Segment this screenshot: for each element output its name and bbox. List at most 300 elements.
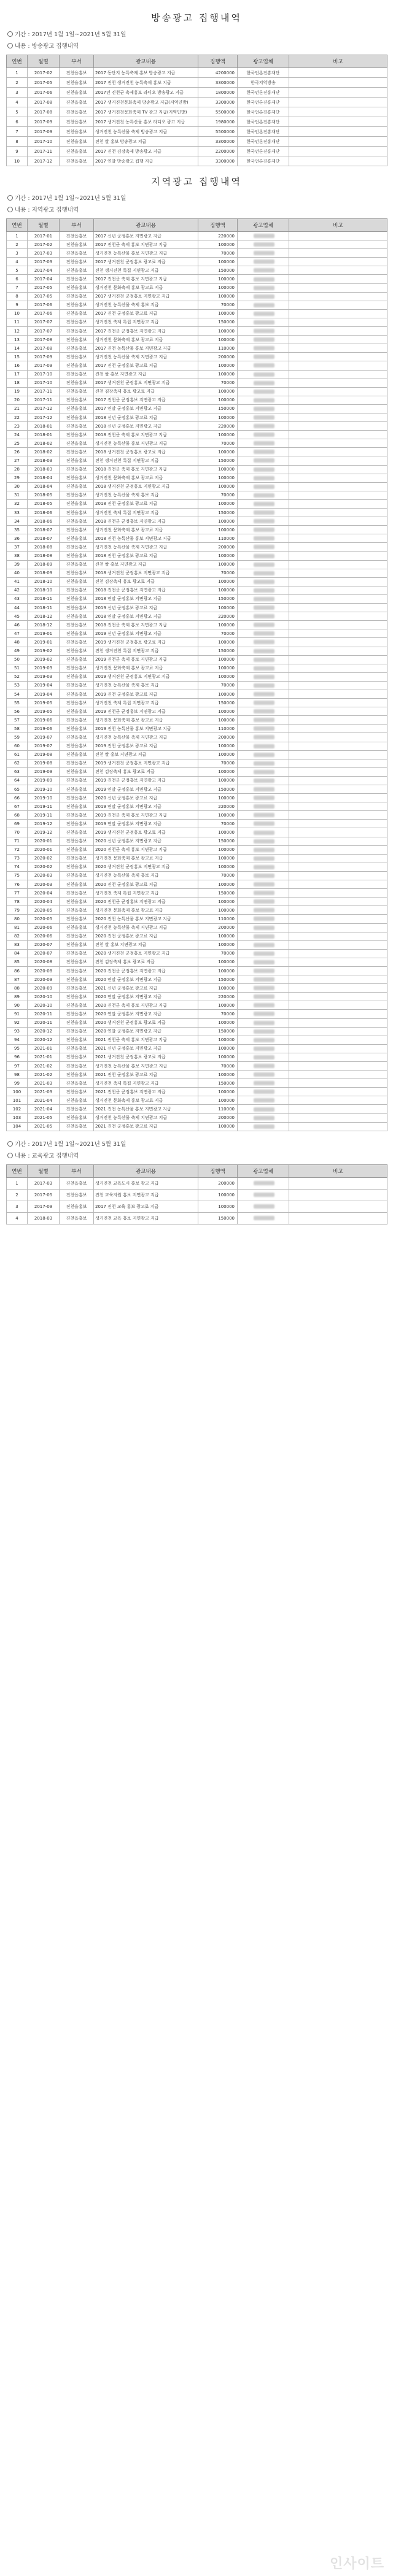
redacted-vendor [254, 926, 274, 930]
table-cell: 87 [7, 975, 28, 984]
table-cell: 100000 [198, 966, 238, 975]
broadcast-content-text: 내용 : 방송광고 집행내역 [15, 43, 79, 50]
table-cell [238, 604, 289, 612]
table-row [7, 932, 387, 940]
table-cell: 2019 생거진천 군정홍보 지면광고 지급 [94, 759, 198, 767]
table-cell [238, 923, 289, 932]
table-cell: 진천읍홍보 [60, 1088, 94, 1096]
table-cell [289, 465, 387, 474]
table-cell: 진천읍홍보 [60, 811, 94, 820]
table-cell: 2018 진천 농특산물 홍보 지면광고 지급 [94, 534, 198, 543]
table-row [7, 336, 387, 344]
table-cell [289, 404, 387, 413]
table-cell [289, 1027, 387, 1036]
table-cell: 89 [7, 993, 28, 1001]
redacted-vendor [254, 346, 274, 350]
table-row [7, 742, 387, 750]
table-cell: 2017 진천군 축제 홍보 지면광고 지급 [94, 275, 198, 283]
table-cell [289, 889, 387, 898]
table-cell: 100000 [198, 552, 238, 560]
table-cell: 98 [7, 1071, 28, 1079]
table-cell: 생거진천 문화축제 홍보 광고료 지급 [94, 1096, 198, 1105]
table-cell [238, 1122, 289, 1131]
table-cell: 2019 생거진천 군정홍보 지면광고 지급 [94, 672, 198, 681]
table-cell [238, 837, 289, 845]
table-cell: 2017 생거진천문화축제 TV 광고 지급(지역민방) [94, 107, 198, 117]
table-cell: 생거진천 축제 특집 지면광고 지급 [94, 699, 198, 707]
table-cell: 69 [7, 820, 28, 828]
table-cell: 100000 [198, 258, 238, 266]
table-cell: 56 [7, 707, 28, 716]
column-header: 광고내용 [94, 55, 198, 68]
table-cell: 진천읍홍보 [60, 742, 94, 750]
table-cell: 진천읍홍보 [60, 993, 94, 1001]
table-cell: 생거진천 농특산물 홍보 지면광고 지급 [94, 439, 198, 448]
table-cell: 84 [7, 949, 28, 958]
table-cell: 진천읍홍보 [60, 828, 94, 837]
table-cell: 2020 연말 군정홍보 지면광고 지급 [94, 993, 198, 1001]
table-cell: 2019-03 [28, 664, 60, 672]
redacted-vendor [254, 528, 274, 532]
table-cell: 진천 생거진천 특집 지면광고 지급 [94, 266, 198, 275]
table-cell [289, 586, 387, 594]
table-cell: 생거진천 문화축제 홍보 광고료 지급 [94, 664, 198, 672]
table-cell: 2019-05 [28, 699, 60, 707]
bullet-icon [7, 1141, 13, 1147]
table-cell: 진천읍홍보 [60, 898, 94, 906]
table-cell: 2021-02 [28, 1062, 60, 1071]
table-cell: 100000 [198, 431, 238, 439]
table-cell [238, 552, 289, 560]
table-cell: 100000 [198, 240, 238, 249]
table-cell [238, 413, 289, 421]
table-cell: 20 [7, 396, 28, 404]
table-cell: 43 [7, 594, 28, 603]
table-cell: 27 [7, 456, 28, 465]
table-cell: 2020 신년 군정홍보 지면광고 지급 [94, 837, 198, 845]
table-cell: 70000 [198, 569, 238, 577]
table-row [7, 655, 387, 664]
table-cell: 100000 [198, 811, 238, 820]
table-cell: 2020 연말 군정홍보 지면광고 지급 [94, 975, 198, 984]
table-cell: 진천읍홍보 [60, 107, 94, 117]
table-cell: 2018-10 [28, 586, 60, 594]
table-cell: 72 [7, 845, 28, 854]
table-cell: 진천읍홍보 [60, 629, 94, 638]
table-cell: 2018 진천 군정홍보 광고료 지급 [94, 499, 198, 508]
table-cell [238, 232, 289, 240]
table-row [7, 880, 387, 889]
table-cell: 14 [7, 344, 28, 353]
table-cell: 100 [7, 1088, 28, 1096]
table-cell: 2019-02 [28, 655, 60, 664]
table-cell: 2021 진천 군정홍보 광고료 지급 [94, 1122, 198, 1131]
table-row [7, 275, 387, 283]
table-cell: 진천읍홍보 [60, 68, 94, 78]
education-content-text: 내용 : 교육광고 집행내역 [15, 1152, 79, 1159]
table-cell: 78 [7, 898, 28, 906]
redacted-vendor [254, 390, 274, 394]
table-cell: 2017-06 [28, 301, 60, 309]
table-row [7, 638, 387, 647]
redacted-vendor [254, 666, 274, 671]
table-cell: 2018-11 [28, 604, 60, 612]
table-cell [238, 569, 289, 577]
redacted-vendor [254, 1125, 274, 1129]
table-row [7, 137, 387, 147]
table-cell: 진천읍홍보 [60, 837, 94, 845]
table-cell: 7 [7, 127, 28, 137]
table-cell [238, 966, 289, 975]
table-cell: 2017-08 [28, 336, 60, 344]
table-cell: 70000 [198, 491, 238, 499]
table-cell: 진천읍홍보 [60, 569, 94, 577]
table-row [7, 750, 387, 759]
table-cell [289, 88, 387, 98]
table-cell [289, 681, 387, 690]
table-cell: 진천읍홍보 [60, 690, 94, 698]
column-header: 광고내용 [94, 219, 198, 232]
table-cell [238, 1018, 289, 1027]
table-cell [289, 1053, 387, 1061]
table-cell: 2020-10 [28, 1001, 60, 1010]
table-cell: 생거진천 문화축제 홍보 광고료 지급 [94, 526, 198, 534]
table-cell: 99 [7, 1079, 28, 1088]
table-cell: 55 [7, 699, 28, 707]
table-cell: 70000 [198, 439, 238, 448]
table-cell: 100000 [198, 940, 238, 949]
table-cell: 100000 [198, 638, 238, 647]
column-header: 월별 [28, 55, 60, 68]
table-cell: 진천읍홍보 [60, 117, 94, 127]
table-cell: 진천 김장축제 홍보 광고료 지급 [94, 577, 198, 586]
table-cell [238, 1001, 289, 1010]
table-cell: 진천읍홍보 [60, 499, 94, 508]
redacted-vendor [254, 934, 274, 939]
table-row [7, 681, 387, 690]
table-cell: 진천읍홍보 [60, 984, 94, 993]
table-cell: 67 [7, 802, 28, 811]
table-cell [238, 785, 289, 794]
redacted-vendor [254, 908, 274, 912]
table-cell: 진천읍홍보 [60, 975, 94, 984]
table-cell: 70000 [198, 379, 238, 387]
redacted-vendor [254, 839, 274, 844]
table-cell: 진천읍홍보 [60, 1212, 94, 1224]
table-cell [238, 577, 289, 586]
redacted-vendor [254, 337, 274, 342]
table-cell: 2020 진천 군정홍보 광고료 지급 [94, 932, 198, 940]
redacted-vendor [254, 536, 274, 540]
table-row [7, 725, 387, 733]
column-header: 월별 [28, 1164, 60, 1177]
table-cell [289, 1105, 387, 1113]
table-cell [289, 906, 387, 915]
table-cell [289, 439, 387, 448]
table-cell: 진천읍홍보 [60, 379, 94, 387]
table-row [7, 240, 387, 249]
redacted-vendor [254, 969, 274, 973]
table-cell: 47 [7, 629, 28, 638]
table-cell [238, 240, 289, 249]
table-cell [289, 776, 387, 785]
table-cell: 100000 [198, 707, 238, 716]
table-cell: 진천읍홍보 [60, 147, 94, 156]
column-header: 집행액 [198, 219, 238, 232]
redacted-vendor [254, 407, 274, 411]
table-cell: 1 [7, 1177, 28, 1189]
table-cell: 100000 [198, 854, 238, 863]
table-row [7, 1071, 387, 1079]
table-cell [238, 431, 289, 439]
table-cell [238, 767, 289, 776]
table-cell: 진천읍홍보 [60, 1079, 94, 1088]
table-cell: 진천읍홍보 [60, 292, 94, 301]
table-cell: 100000 [198, 906, 238, 915]
table-row [7, 690, 387, 698]
table-cell [289, 249, 387, 258]
table-cell [289, 629, 387, 638]
table-cell: 2017-11 [28, 387, 60, 396]
table-cell: 진천읍홍보 [60, 863, 94, 871]
redacted-vendor [254, 891, 274, 895]
table-cell [289, 370, 387, 379]
table-row [7, 785, 387, 794]
table-row [7, 1189, 387, 1201]
table-cell [238, 672, 289, 681]
redacted-vendor [254, 502, 274, 506]
table-cell: 100000 [198, 1001, 238, 1010]
table-cell [289, 750, 387, 759]
table-cell: 진천읍홍보 [60, 258, 94, 266]
bullet-icon [7, 43, 13, 48]
table-cell [289, 1088, 387, 1096]
table-cell: 3 [7, 1201, 28, 1212]
table-cell: 진천읍홍보 [60, 552, 94, 560]
table-cell: 생거진천 축제 특집 지면광고 지급 [94, 509, 198, 517]
table-row [7, 759, 387, 767]
table-cell [289, 742, 387, 750]
table-cell: 2019 생거진천 군정홍보 광고료 지급 [94, 828, 198, 837]
table-cell [238, 370, 289, 379]
table-cell: 2018-05 [28, 491, 60, 499]
table-cell [289, 456, 387, 465]
table-cell: 3300000 [198, 137, 238, 147]
table-cell [238, 984, 289, 993]
table-cell [289, 509, 387, 517]
table-cell [289, 379, 387, 387]
table-cell: 진천읍홍보 [60, 1062, 94, 1071]
table-cell: 2018-03 [28, 465, 60, 474]
table-cell [289, 232, 387, 240]
table-cell: 100000 [198, 275, 238, 283]
table-cell: 2018-12 [28, 612, 60, 621]
table-cell: 2018 진천군 축제 홍보 지면광고 지급 [94, 465, 198, 474]
table-cell: 51 [7, 664, 28, 672]
table-cell: 2020-11 [28, 1018, 60, 1027]
table-cell: 57 [7, 716, 28, 725]
table-cell: 5 [7, 107, 28, 117]
table-cell: 진천읍홍보 [60, 1096, 94, 1105]
table-cell: 진천읍홍보 [60, 88, 94, 98]
table-cell: 2017-06 [28, 88, 60, 98]
table-row [7, 499, 387, 508]
table-cell [289, 137, 387, 147]
table-cell: 2021 진천군 축제 홍보 지면광고 지급 [94, 1036, 198, 1044]
table-cell [289, 1096, 387, 1105]
table-row [7, 258, 387, 266]
table-cell [238, 353, 289, 361]
table-cell: 100000 [198, 898, 238, 906]
table-cell: 1980000 [198, 117, 238, 127]
table-cell [238, 915, 289, 923]
broadcast-title: 방송광고 집행내역 [151, 12, 242, 23]
table-cell: 진천읍홍보 [60, 534, 94, 543]
table-cell: 64 [7, 776, 28, 785]
table-cell: 2017-07 [28, 327, 60, 336]
table-row [7, 249, 387, 258]
table-row [7, 586, 387, 594]
table-cell [289, 1177, 387, 1189]
table-cell [238, 543, 289, 552]
table-cell: 96 [7, 1053, 28, 1061]
table-cell [238, 275, 289, 283]
table-cell: 150000 [198, 647, 238, 655]
table-cell: 100000 [198, 396, 238, 404]
table-cell: 2018-07 [28, 534, 60, 543]
table-body [7, 68, 387, 166]
table-cell: 2017 진천군 축제 홍보 지면광고 지급 [94, 240, 198, 249]
table-cell: 10 [7, 309, 28, 318]
table-cell: 진천읍홍보 [60, 586, 94, 594]
table-cell: 2019-02 [28, 647, 60, 655]
table-cell: 40 [7, 569, 28, 577]
table-cell: 2017-08 [28, 98, 60, 107]
table-cell: 82 [7, 932, 28, 940]
table-row [7, 949, 387, 958]
table-cell: 6 [7, 117, 28, 127]
table-cell [238, 733, 289, 742]
table-cell: 44 [7, 604, 28, 612]
table-row [7, 776, 387, 785]
table-cell: 54 [7, 690, 28, 698]
table-cell: 진천읍홍보 [60, 1027, 94, 1036]
table-cell: 2018-08 [28, 543, 60, 552]
table-cell: 100000 [198, 292, 238, 301]
table-cell: 생거진천 농특산물 축제 지면광고 지급 [94, 1113, 198, 1122]
redacted-vendor [254, 467, 274, 472]
table-row [7, 1177, 387, 1189]
table-cell: 150000 [198, 699, 238, 707]
table-cell: 진천읍홍보 [60, 422, 94, 431]
bullet-icon [7, 1153, 13, 1158]
table-cell: 2020-10 [28, 993, 60, 1001]
table-cell: 진천읍홍보 [60, 845, 94, 854]
table-body [7, 232, 387, 1131]
redacted-vendor [254, 831, 274, 835]
table-cell: 1800000 [198, 88, 238, 98]
redacted-vendor [254, 735, 274, 739]
redacted-vendor [254, 303, 274, 307]
table-cell: 2017-11 [28, 147, 60, 156]
redacted-vendor [254, 268, 274, 272]
table-cell: 진천읍홍보 [60, 1122, 94, 1131]
table-row [7, 889, 387, 898]
table-cell: 진천읍홍보 [60, 794, 94, 802]
redacted-vendor [254, 744, 274, 748]
table-cell: 진천읍홍보 [60, 725, 94, 733]
table-cell: 100000 [198, 577, 238, 586]
table-cell: 15 [7, 353, 28, 361]
table-cell: 2020 진천 군정홍보 광고료 지급 [94, 880, 198, 889]
table-cell: 2019 진천군 축제 홍보 지면광고 지급 [94, 655, 198, 664]
table-cell: 35 [7, 526, 28, 534]
table-cell [238, 828, 289, 837]
redacted-vendor [254, 1012, 274, 1016]
table-cell: 2017년 진천군 축제홍보 라디오 방송광고 지급 [94, 88, 198, 98]
table-cell: 생거진천 농특산물 축제 지면광고 지급 [94, 543, 198, 552]
table-cell: 진천읍홍보 [60, 733, 94, 742]
table-row [7, 117, 387, 127]
table-row [7, 604, 387, 612]
table-cell: 2021 진천군 군정홍보 지면광고 지급 [94, 1088, 198, 1096]
table-cell: 70000 [198, 681, 238, 690]
table-cell [289, 1113, 387, 1122]
redacted-vendor [254, 476, 274, 480]
table-cell: 2020 연말 군정홍보 지면광고 지급 [94, 1010, 198, 1018]
table-row [7, 958, 387, 966]
table-row [7, 396, 387, 404]
table-cell: 생거진천 농특산물 축제 방송광고 지급 [94, 127, 198, 137]
table-cell: 52 [7, 672, 28, 681]
table-cell: 진천읍홍보 [60, 137, 94, 147]
table-cell: 진천읍홍보 [60, 509, 94, 517]
table-cell [289, 577, 387, 586]
table-cell [289, 898, 387, 906]
table-cell: 진천읍홍보 [60, 249, 94, 258]
table-cell: 생거진천 문화축제 홍보 광고료 지급 [94, 906, 198, 915]
table-cell: 32 [7, 499, 28, 508]
table-cell: 100000 [198, 604, 238, 612]
table-cell: 2020-12 [28, 1027, 60, 1036]
table-cell: 2018 신년 군정홍보 광고료 지급 [94, 413, 198, 421]
table-cell [289, 107, 387, 117]
broadcast-table [6, 55, 387, 166]
table-row [7, 733, 387, 742]
table-cell: 2020 진천군 축제 홍보 지면광고 지급 [94, 1001, 198, 1010]
table-row [7, 439, 387, 448]
table-cell: 2018 신년 군정홍보 지면광고 지급 [94, 422, 198, 431]
table-cell: 2019 진천군 군정홍보 지면광고 지급 [94, 707, 198, 716]
table-cell [238, 336, 289, 344]
table-cell: 90 [7, 1001, 28, 1010]
table-row [7, 560, 387, 569]
table-cell: 100000 [198, 1088, 238, 1096]
table-cell: 생거진천 농특산물 축제 지면광고 지급 [94, 353, 198, 361]
table-cell: 2020-02 [28, 863, 60, 871]
table-cell: 1 [7, 232, 28, 240]
table-cell: 103 [7, 1113, 28, 1122]
table-cell: 76 [7, 880, 28, 889]
table-cell [238, 845, 289, 854]
table-cell: 진천읍홍보 [60, 949, 94, 958]
table-cell: 2200000 [198, 147, 238, 156]
table-cell [289, 828, 387, 837]
table-cell: 150000 [198, 837, 238, 845]
table-cell: 2021-01 [28, 1053, 60, 1061]
table-cell: 37 [7, 543, 28, 552]
redacted-vendor [254, 787, 274, 791]
